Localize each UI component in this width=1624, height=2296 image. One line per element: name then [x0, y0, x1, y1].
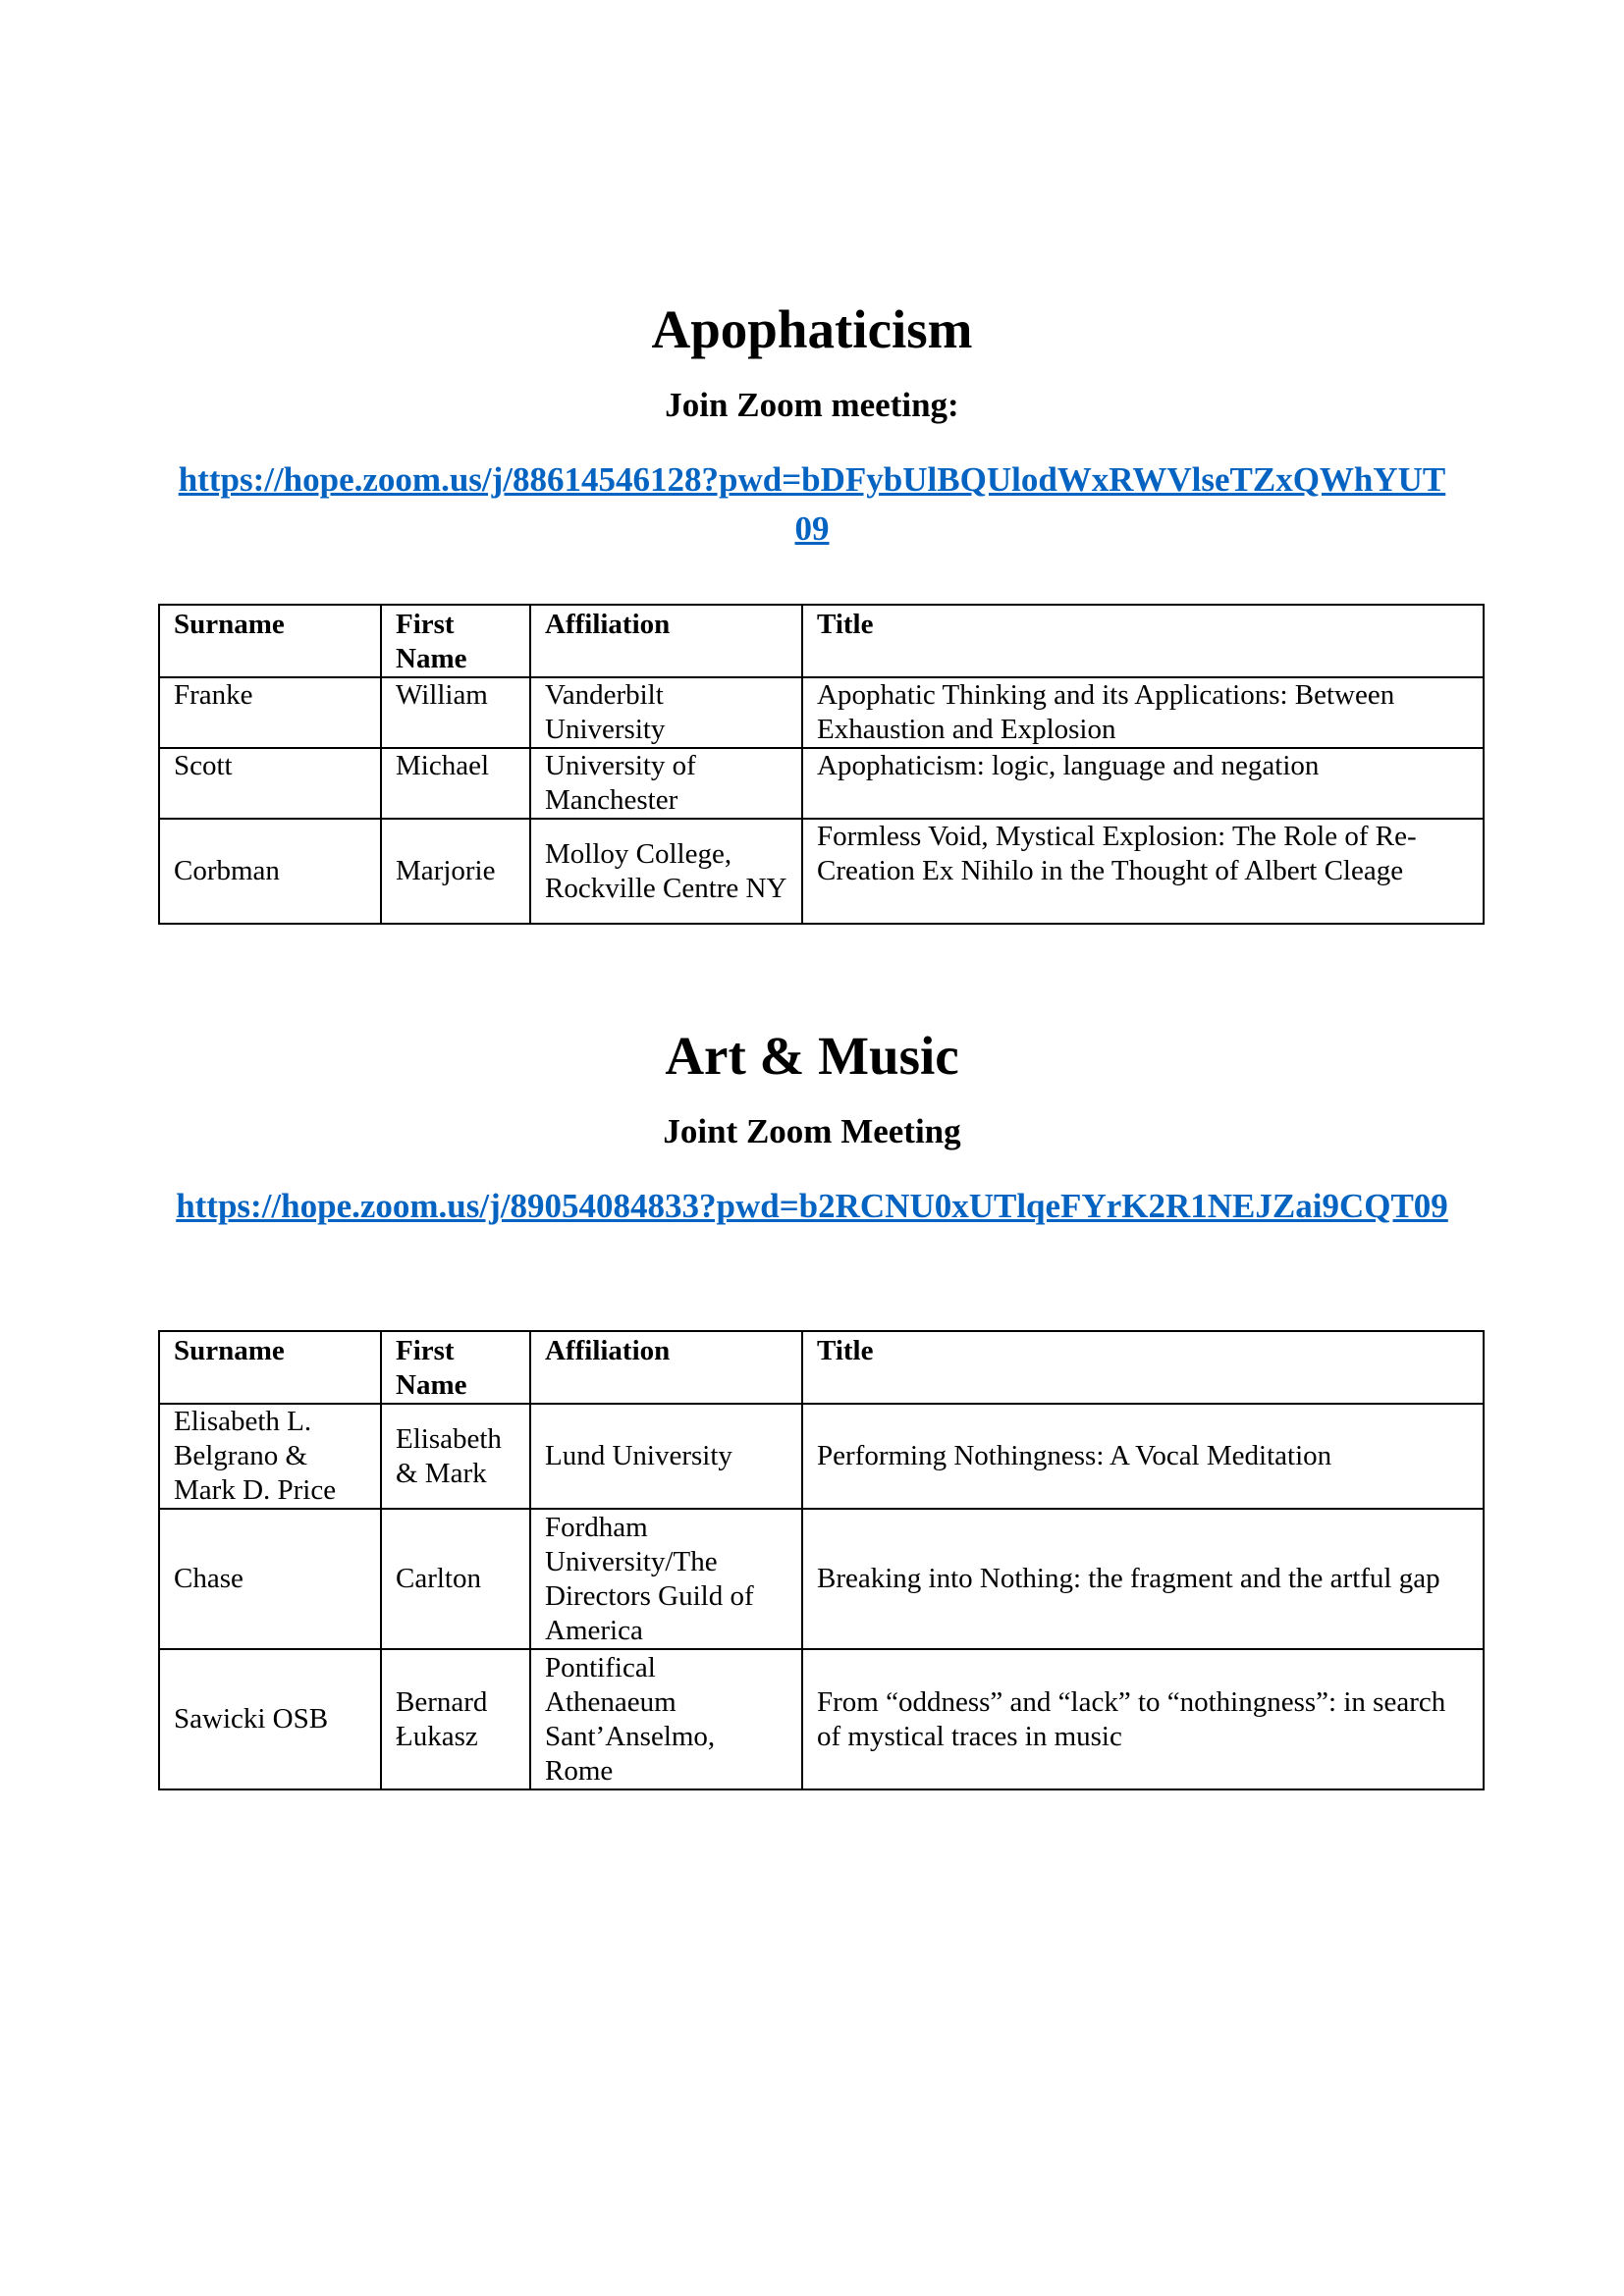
title-cell: From “oddness” and “lack” to “nothingness”: in search of mystical traces in music: [802, 1649, 1484, 1789]
first-name-cell: Michael: [381, 748, 530, 819]
section-title: Apophaticism: [651, 299, 973, 359]
surname-cell: Elisabeth L. Belgrano & Mark D. Price: [159, 1404, 381, 1509]
column-header-affiliation: Affiliation: [530, 1331, 802, 1404]
table-row: [159, 677, 1484, 748]
first-name-cell: Elisabeth & Mark: [381, 1404, 530, 1509]
column-header-surname: Surname: [159, 605, 381, 677]
zoom-meeting-link[interactable]: https://hope.zoom.us/j/88614546128?pwd=bDFybUlBQUlodWxRWVlseTZxQWhYUT09: [178, 460, 1446, 548]
surname-cell: Franke: [159, 677, 381, 748]
sessions-table: [158, 604, 1485, 925]
first-name-cell: Carlton: [381, 1509, 530, 1649]
column-header-title: Title: [802, 1331, 1484, 1404]
session-section-apophaticism: [0, 291, 1624, 904]
sessions-table-wrapper: [158, 1330, 1483, 1790]
column-header-first-name: First Name: [381, 1331, 530, 1404]
affiliation-cell: Fordham University/The Directors Guild of America: [530, 1509, 802, 1649]
table-row: [159, 1509, 1484, 1649]
table-row: [159, 1649, 1484, 1789]
title-cell: Apophatic Thinking and its Applications: Between Exhaustion and Explosion: [802, 677, 1484, 748]
surname-cell: Scott: [159, 748, 381, 819]
table-header-row: [159, 605, 1484, 677]
first-name-cell: Bernard Łukasz: [381, 1649, 530, 1789]
title-cell: Breaking into Nothing: the fragment and the artful gap: [802, 1509, 1484, 1649]
affiliation-cell: University of Manchester: [530, 748, 802, 819]
table-row: [159, 1404, 1484, 1509]
surname-cell: Chase: [159, 1509, 381, 1649]
first-name-cell: Marjorie: [381, 819, 530, 924]
title-cell: Apophaticism: logic, language and negation: [802, 748, 1484, 819]
column-header-title: Title: [802, 605, 1484, 677]
affiliation-cell: Lund University: [530, 1404, 802, 1509]
zoom-meeting-link[interactable]: https://hope.zoom.us/j/89054084833?pwd=b2RCNU0xUTlqeFYrK2R1NEJZai9CQT09: [176, 1187, 1448, 1225]
table-row: [159, 748, 1484, 819]
table-row: [159, 819, 1484, 924]
title-cell: Performing Nothingness: A Vocal Meditation: [802, 1404, 1484, 1509]
surname-cell: Sawicki OSB: [159, 1649, 381, 1789]
column-header-first-name: First Name: [381, 605, 530, 677]
sessions-table: [158, 1330, 1485, 1790]
affiliation-cell: Pontifical Athenaeum Sant’Anselmo, Rome: [530, 1649, 802, 1789]
section-title: Art & Music: [665, 1026, 959, 1086]
section-subtitle: Join Zoom meeting:: [665, 386, 959, 424]
column-header-affiliation: Affiliation: [530, 605, 802, 677]
column-header-surname: Surname: [159, 1331, 381, 1404]
affiliation-cell: Vanderbilt University: [530, 677, 802, 748]
section-subtitle: Joint Zoom Meeting: [663, 1112, 961, 1150]
surname-cell: Corbman: [159, 819, 381, 924]
title-cell: Formless Void, Mystical Explosion: The Role of Re-Creation Ex Nihilo in the Thought of Albert Cleage: [802, 819, 1484, 924]
session-section-art-music: [0, 1017, 1624, 1787]
table-header-row: [159, 1331, 1484, 1404]
first-name-cell: William: [381, 677, 530, 748]
sessions-table-wrapper: [158, 604, 1483, 925]
affiliation-cell: Molloy College, Rockville Centre NY: [530, 819, 802, 924]
